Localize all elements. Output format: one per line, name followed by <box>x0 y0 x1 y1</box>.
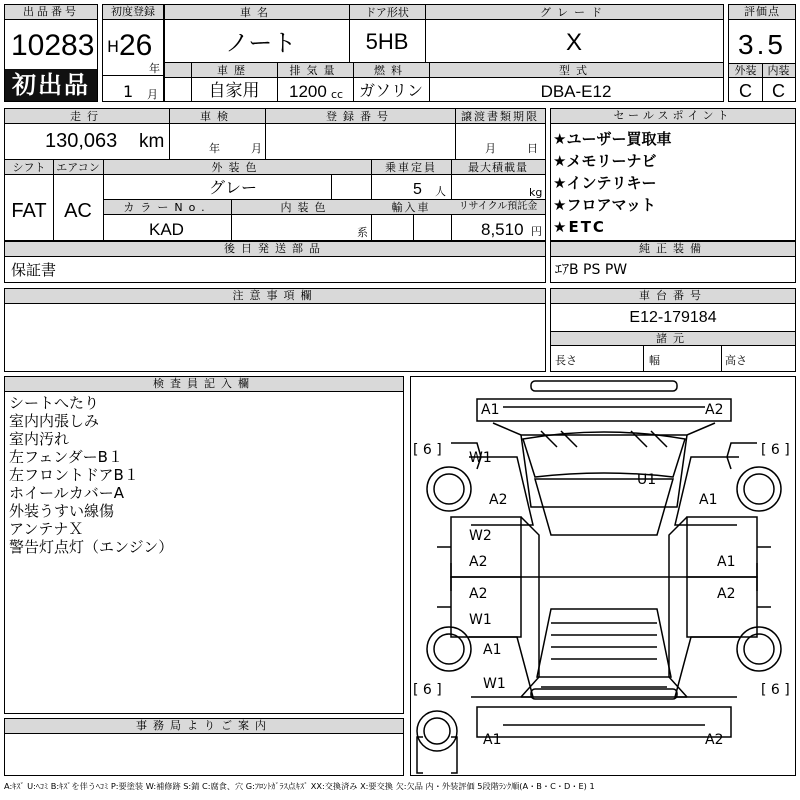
shift-value: FAT <box>11 200 47 222</box>
later-parts-block <box>4 241 546 283</box>
sales-points-block <box>550 108 796 241</box>
mileage-header: 走行 <box>70 110 104 123</box>
chassis-header: 車台番号 <box>551 289 795 304</box>
tread-front-left: [ 6 ] <box>413 442 442 458</box>
interior-color-header: 内装色 <box>280 201 332 214</box>
height-label: 高さ <box>725 354 747 367</box>
later-parts-value: 保証書 <box>11 261 57 279</box>
first-registration-block <box>102 4 164 102</box>
inspector-note: ホイールカバーA <box>9 484 124 502</box>
car-diagram <box>410 376 796 776</box>
aircon-header: エアコン <box>56 161 100 174</box>
first-reg-header: 初度登録 <box>103 5 163 20</box>
transfer-deadline-header: 譲渡書類期限 <box>461 110 539 123</box>
sales-point: ★インテリキー <box>553 174 657 192</box>
damage-left-fender-w1: W1 <box>469 450 492 466</box>
interior-color-suffix: 系 <box>357 226 368 239</box>
inspector-note: シートへたり <box>9 394 100 412</box>
chassis-block <box>550 288 796 372</box>
car-outline <box>411 377 796 776</box>
damage-left-rear-door-w1: W1 <box>469 612 492 628</box>
score-value: 3.5 <box>738 29 786 60</box>
door-type: 5HB <box>365 29 409 54</box>
sales-points-header: セールスポイント <box>551 109 795 124</box>
inspector-note: 警告灯点灯（エンジン） <box>9 538 174 556</box>
inspector-note: アンテナＸ <box>9 520 84 538</box>
legend: A:ｷｽﾞ U:ﾍｺﾐ B:ｷｽﾞを伴うﾍｺﾐ P:要塗装 W:補修跡 S:錆 C:腐食、穴 G:ﾌﾛﾝﾄｶﾞﾗｽ点ｷｽﾞ XX:交換済み X:要交換 欠:欠品 内・外装評価 5段階ﾗﾝｸ順(A・B・C・D・E) 1 <box>4 781 595 791</box>
displacement-unit: cc <box>331 88 344 101</box>
office-block <box>4 718 404 776</box>
transfer-day-unit: 日 <box>527 142 538 155</box>
reg-year: 26 <box>119 29 153 62</box>
exterior-color-header: 外装色 <box>211 161 263 174</box>
displacement-value: 1200 <box>289 82 327 101</box>
damage-rear-left: A1 <box>483 732 502 748</box>
chassis-value: E12-179184 <box>629 309 717 326</box>
damage-left-front-door-w2: W2 <box>469 528 492 544</box>
mileage-value: 130,063 <box>45 130 118 152</box>
later-parts-header: 後日発送部品 <box>5 242 545 257</box>
tread-front-right: [ 6 ] <box>761 442 790 458</box>
month-unit: 月 <box>147 88 158 101</box>
recycle-unit: 円 <box>531 225 542 238</box>
damage-left-quarter-a1: A1 <box>483 642 502 658</box>
inspection-header: 車検 <box>200 110 234 123</box>
interior-grade-header: 内装 <box>767 64 790 77</box>
inspector-note: 左フェンダーB１ <box>9 448 123 466</box>
notes-block <box>4 288 546 372</box>
damage-roof-u1: U1 <box>637 472 657 488</box>
inspector-note: 室内汚れ <box>9 430 70 448</box>
lot-number-header: 出品番号 <box>5 5 97 20</box>
sales-point: ★メモリーナビ <box>553 152 657 170</box>
damage-right-front-door-a1: A1 <box>717 554 736 570</box>
door-type-header: ドア形状 <box>365 6 409 19</box>
year-unit: 年 <box>149 62 160 75</box>
capacity-value: 5 <box>413 181 422 198</box>
fuel-header: 燃料 <box>374 64 408 77</box>
length-label: 長さ <box>555 354 577 367</box>
exterior-grade: C <box>739 81 752 101</box>
era: H <box>107 37 120 56</box>
tread-rear-left: [ 6 ] <box>413 682 442 698</box>
shift-header: シフト <box>12 161 46 174</box>
lot-block <box>4 4 98 102</box>
car-name: ノート <box>225 29 297 57</box>
sales-point: ★ユーザー買取車 <box>553 130 672 148</box>
inspector-note: 左フロントドアB１ <box>9 466 139 484</box>
exterior-grade-header: 外装 <box>734 64 757 77</box>
first-listing-label: 初出品 <box>12 71 90 99</box>
damage-left-fender-a2: A2 <box>489 492 508 508</box>
genuine-equipment-block <box>550 241 796 283</box>
aircon-value: AC <box>64 200 92 222</box>
model-code-value: DBA-E12 <box>540 82 612 101</box>
notes-header: 注意事項欄 <box>5 289 545 304</box>
sales-point: ★フロアマット <box>553 196 656 214</box>
grade-value: X <box>565 29 582 56</box>
damage-left-front-door-a2: A2 <box>469 554 488 570</box>
color-no-header: カラーNo. <box>123 201 211 214</box>
office-header: 事務局よりご案内 <box>5 719 403 734</box>
displacement-header: 排気量 <box>289 64 341 77</box>
model-code-header: 型式 <box>559 64 593 77</box>
width-label: 幅 <box>649 354 660 367</box>
max-load-unit: kg <box>529 186 543 199</box>
damage-rear-right: A2 <box>705 732 724 748</box>
color-no-value: KAD <box>149 220 184 239</box>
genuine-equipment-value: ｴｱB PS PW <box>555 262 628 278</box>
inspector-note: 室内内張しみ <box>9 412 100 430</box>
transfer-month-unit: 月 <box>485 142 496 155</box>
car-name-header: 車名 <box>240 6 274 19</box>
sales-point: ★ETC <box>553 218 606 236</box>
specs-header: 諸元 <box>656 332 690 345</box>
capacity-unit: 人 <box>435 185 446 198</box>
inspector-note: 外装うすい線傷 <box>9 502 115 520</box>
capacity-header: 乗車定員 <box>385 161 437 174</box>
damage-right-rear-door-a2: A2 <box>717 586 736 602</box>
exterior-color-value: グレー <box>208 178 257 197</box>
max-load-header: 最大積載量 <box>468 161 528 174</box>
history-header: 車歴 <box>217 64 251 77</box>
first-listing-badge <box>5 69 97 101</box>
grade-header: グレード <box>540 6 608 19</box>
inspector-header: 検査員記入欄 <box>5 377 403 392</box>
tread-rear-right: [ 6 ] <box>761 682 790 698</box>
score-block <box>728 4 796 102</box>
damage-left-rear-door-a2: A2 <box>469 586 488 602</box>
inspector-block <box>4 376 404 714</box>
damage-front-left: A1 <box>481 402 500 418</box>
recycle-header: リサイクル預託金 <box>451 202 545 212</box>
lot-number: 10283 <box>11 29 95 62</box>
interior-grade: C <box>772 81 785 101</box>
damage-front-right: A2 <box>705 402 724 418</box>
recycle-value: 8,510 <box>481 220 524 239</box>
inspection-month-unit: 月 <box>251 142 262 155</box>
reg-month: 1 <box>123 82 134 101</box>
score-header: 評価点 <box>729 5 795 20</box>
import-header: 輸入車 <box>371 202 451 213</box>
reg-no-header: 登録番号 <box>326 110 394 123</box>
damage-left-quarter-w1: W1 <box>483 676 506 692</box>
mileage-unit: km <box>139 131 165 152</box>
inspection-year-unit: 年 <box>209 142 220 155</box>
genuine-equipment-header: 純正装備 <box>551 242 795 257</box>
details-block <box>4 108 546 241</box>
fuel-value: ガソリン <box>358 81 423 100</box>
vehicle-info-block <box>164 4 724 102</box>
history-value: 自家用 <box>208 81 260 101</box>
damage-right-fender-a1: A1 <box>699 492 718 508</box>
